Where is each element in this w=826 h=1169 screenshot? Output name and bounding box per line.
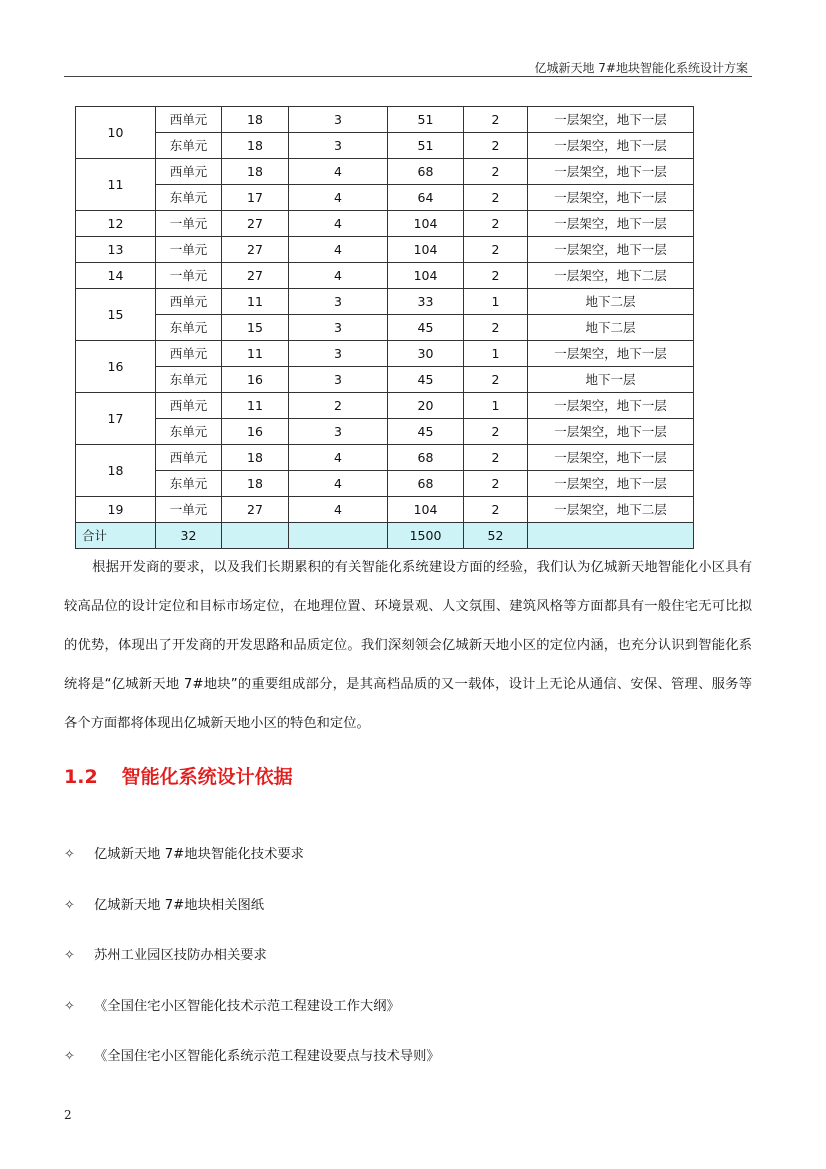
floors-cell: 15 — [222, 315, 289, 341]
building-number-cell: 19 — [76, 497, 156, 523]
households-cell: 68 — [388, 445, 464, 471]
table-row — [76, 445, 694, 471]
unit-name-cell: 东单元 — [156, 419, 222, 445]
households-cell: 20 — [388, 393, 464, 419]
households-cell: 64 — [388, 185, 464, 211]
households-cell: 104 — [388, 263, 464, 289]
table-row — [76, 237, 694, 263]
elevators-cell: 2 — [464, 315, 528, 341]
total-row — [76, 523, 694, 549]
households-cell: 104 — [388, 237, 464, 263]
floors-cell: 16 — [222, 367, 289, 393]
floors-cell: 18 — [222, 133, 289, 159]
unit-name-cell: 西单元 — [156, 107, 222, 133]
building-units-table — [75, 106, 694, 549]
unit-name-cell: 西单元 — [156, 341, 222, 367]
total-elevators-cell: 52 — [464, 523, 528, 549]
elevators-cell: 2 — [464, 107, 528, 133]
floors-cell: 11 — [222, 341, 289, 367]
building-number-cell: 18 — [76, 445, 156, 497]
total-households-cell: 1500 — [388, 523, 464, 549]
elevators-cell: 2 — [464, 133, 528, 159]
stairs-cell: 2 — [289, 393, 388, 419]
reference-list — [64, 843, 440, 1096]
total-parking-cell — [528, 523, 694, 549]
parking-cell: 一层架空，地下一层 — [528, 185, 694, 211]
floors-cell: 18 — [222, 159, 289, 185]
table-row — [76, 315, 694, 341]
table-row — [76, 289, 694, 315]
sparkle-bullet-icon: ✧ — [64, 897, 75, 913]
elevators-cell: 2 — [464, 445, 528, 471]
unit-name-cell: 东单元 — [156, 471, 222, 497]
floors-cell: 18 — [222, 107, 289, 133]
households-cell: 30 — [388, 341, 464, 367]
elevators-cell: 2 — [464, 185, 528, 211]
paragraph-text: 根据开发商的要求，以及我们长期累积的有关智能化系统建设方面的经验，我们认为亿城新天地智能化小区具有较高品位的设计定位和目标市场定位，在地理位置、环境景观、人文氛围、建筑风格等方面都具有一般住宅无可比拟的优势，体现出了开发商的开发思路和品质定位。我们深刻领会亿城新天地小区的定位内涵，也充分认识到智能化系统将是“亿城新天地 7#地块”的重要组成部分，是其高档品质的又一载体，设计上无论从通信、安保、管理、服务等各个方面都将体现出亿城新天地小区的特色和定位。 — [64, 560, 752, 731]
unit-name-cell: 西单元 — [156, 289, 222, 315]
floors-cell: 27 — [222, 263, 289, 289]
elevators-cell: 2 — [464, 419, 528, 445]
parking-cell: 地下一层 — [528, 367, 694, 393]
total-units-cell: 32 — [156, 523, 222, 549]
unit-name-cell: 西单元 — [156, 393, 222, 419]
parking-cell: 一层架空，地下一层 — [528, 237, 694, 263]
total-stairs-cell — [289, 523, 388, 549]
elevators-cell: 2 — [464, 471, 528, 497]
stairs-cell: 4 — [289, 263, 388, 289]
body-paragraph — [64, 548, 752, 743]
stairs-cell: 3 — [289, 133, 388, 159]
reference-item — [64, 843, 440, 894]
households-cell: 45 — [388, 315, 464, 341]
building-number-cell: 10 — [76, 107, 156, 159]
sparkle-bullet-icon: ✧ — [64, 847, 75, 862]
sparkle-bullet-icon: ✧ — [64, 1049, 75, 1064]
parking-cell: 一层架空，地下一层 — [528, 133, 694, 159]
building-number-cell: 11 — [76, 159, 156, 211]
document-header-title: 亿城新天地 7#地块智能化系统设计方案 — [534, 61, 748, 75]
households-cell: 104 — [388, 497, 464, 523]
reference-item — [64, 944, 440, 995]
stairs-cell: 4 — [289, 497, 388, 523]
elevators-cell: 2 — [464, 159, 528, 185]
table-row — [76, 211, 694, 237]
parking-cell: 一层架空，地下一层 — [528, 159, 694, 185]
elevators-cell: 1 — [464, 289, 528, 315]
parking-cell: 一层架空，地下二层 — [528, 263, 694, 289]
table-row — [76, 393, 694, 419]
parking-cell: 一层架空，地下一层 — [528, 107, 694, 133]
table-row — [76, 341, 694, 367]
reference-item — [64, 995, 440, 1046]
unit-name-cell: 西单元 — [156, 159, 222, 185]
reference-item — [64, 894, 440, 945]
households-cell: 45 — [388, 419, 464, 445]
unit-name-cell: 西单元 — [156, 445, 222, 471]
unit-name-cell: 一单元 — [156, 237, 222, 263]
sparkle-bullet-icon: ✧ — [64, 948, 75, 963]
households-cell: 68 — [388, 471, 464, 497]
stairs-cell: 4 — [289, 471, 388, 497]
floors-cell: 27 — [222, 497, 289, 523]
building-number-cell: 16 — [76, 341, 156, 393]
households-cell: 68 — [388, 159, 464, 185]
building-number-cell: 14 — [76, 263, 156, 289]
parking-cell: 一层架空，地下二层 — [528, 497, 694, 523]
parking-cell: 一层架空，地下一层 — [528, 211, 694, 237]
unit-name-cell: 一单元 — [156, 263, 222, 289]
unit-name-cell: 一单元 — [156, 211, 222, 237]
stairs-cell: 4 — [289, 185, 388, 211]
stairs-cell: 4 — [289, 159, 388, 185]
parking-cell: 一层架空，地下一层 — [528, 445, 694, 471]
reference-text: 《全国住宅小区智能化技术示范工程建设工作大纲》 — [94, 998, 400, 1014]
page-number: 2 — [64, 1108, 72, 1122]
households-cell: 51 — [388, 133, 464, 159]
section-number: 1.2 — [64, 766, 98, 788]
header-divider — [64, 76, 752, 77]
unit-name-cell: 东单元 — [156, 315, 222, 341]
stairs-cell: 3 — [289, 419, 388, 445]
table-row — [76, 419, 694, 445]
stairs-cell: 3 — [289, 289, 388, 315]
stairs-cell: 3 — [289, 107, 388, 133]
table-row — [76, 263, 694, 289]
parking-cell: 一层架空，地下一层 — [528, 419, 694, 445]
reference-text: 亿城新天地 7#地块相关图纸 — [94, 897, 265, 913]
elevators-cell: 2 — [464, 211, 528, 237]
floors-cell: 27 — [222, 237, 289, 263]
households-cell: 33 — [388, 289, 464, 315]
reference-text: 亿城新天地 7#地块智能化技术要求 — [94, 847, 304, 862]
stairs-cell: 4 — [289, 211, 388, 237]
floors-cell: 17 — [222, 185, 289, 211]
parking-cell: 地下二层 — [528, 315, 694, 341]
stairs-cell: 4 — [289, 237, 388, 263]
section-title-text: 智能化系统设计依据 — [121, 766, 293, 788]
unit-name-cell: 东单元 — [156, 367, 222, 393]
building-number-cell: 15 — [76, 289, 156, 341]
floors-cell: 27 — [222, 211, 289, 237]
parking-cell: 一层架空，地下一层 — [528, 341, 694, 367]
elevators-cell: 2 — [464, 237, 528, 263]
elevators-cell: 1 — [464, 393, 528, 419]
table-body — [76, 107, 694, 549]
table-row — [76, 367, 694, 393]
table-row — [76, 471, 694, 497]
stairs-cell: 3 — [289, 315, 388, 341]
floors-cell: 18 — [222, 471, 289, 497]
stairs-cell: 3 — [289, 341, 388, 367]
unit-name-cell: 东单元 — [156, 133, 222, 159]
reference-text: 苏州工业园区技防办相关要求 — [94, 948, 267, 963]
stairs-cell: 4 — [289, 445, 388, 471]
total-floors-cell — [222, 523, 289, 549]
elevators-cell: 1 — [464, 341, 528, 367]
building-number-cell: 13 — [76, 237, 156, 263]
elevators-cell: 2 — [464, 263, 528, 289]
section-heading — [64, 762, 293, 789]
table-row — [76, 185, 694, 211]
parking-cell: 一层架空，地下一层 — [528, 393, 694, 419]
stairs-cell: 3 — [289, 367, 388, 393]
reference-text: 《全国住宅小区智能化系统示范工程建设要点与技术导则》 — [94, 1049, 440, 1064]
parking-cell: 一层架空，地下一层 — [528, 471, 694, 497]
floors-cell: 11 — [222, 393, 289, 419]
building-number-cell: 17 — [76, 393, 156, 445]
building-number-cell: 12 — [76, 211, 156, 237]
reference-item — [64, 1045, 440, 1096]
elevators-cell: 2 — [464, 367, 528, 393]
floors-cell: 18 — [222, 445, 289, 471]
table-row — [76, 107, 694, 133]
unit-name-cell: 东单元 — [156, 185, 222, 211]
table-row — [76, 133, 694, 159]
unit-name-cell: 一单元 — [156, 497, 222, 523]
households-cell: 51 — [388, 107, 464, 133]
elevators-cell: 2 — [464, 497, 528, 523]
floors-cell: 16 — [222, 419, 289, 445]
parking-cell: 地下二层 — [528, 289, 694, 315]
table-row — [76, 159, 694, 185]
table-row — [76, 497, 694, 523]
households-cell: 104 — [388, 211, 464, 237]
floors-cell: 11 — [222, 289, 289, 315]
sparkle-bullet-icon: ✧ — [64, 998, 75, 1014]
total-label-cell: 合计 — [76, 523, 156, 549]
households-cell: 45 — [388, 367, 464, 393]
